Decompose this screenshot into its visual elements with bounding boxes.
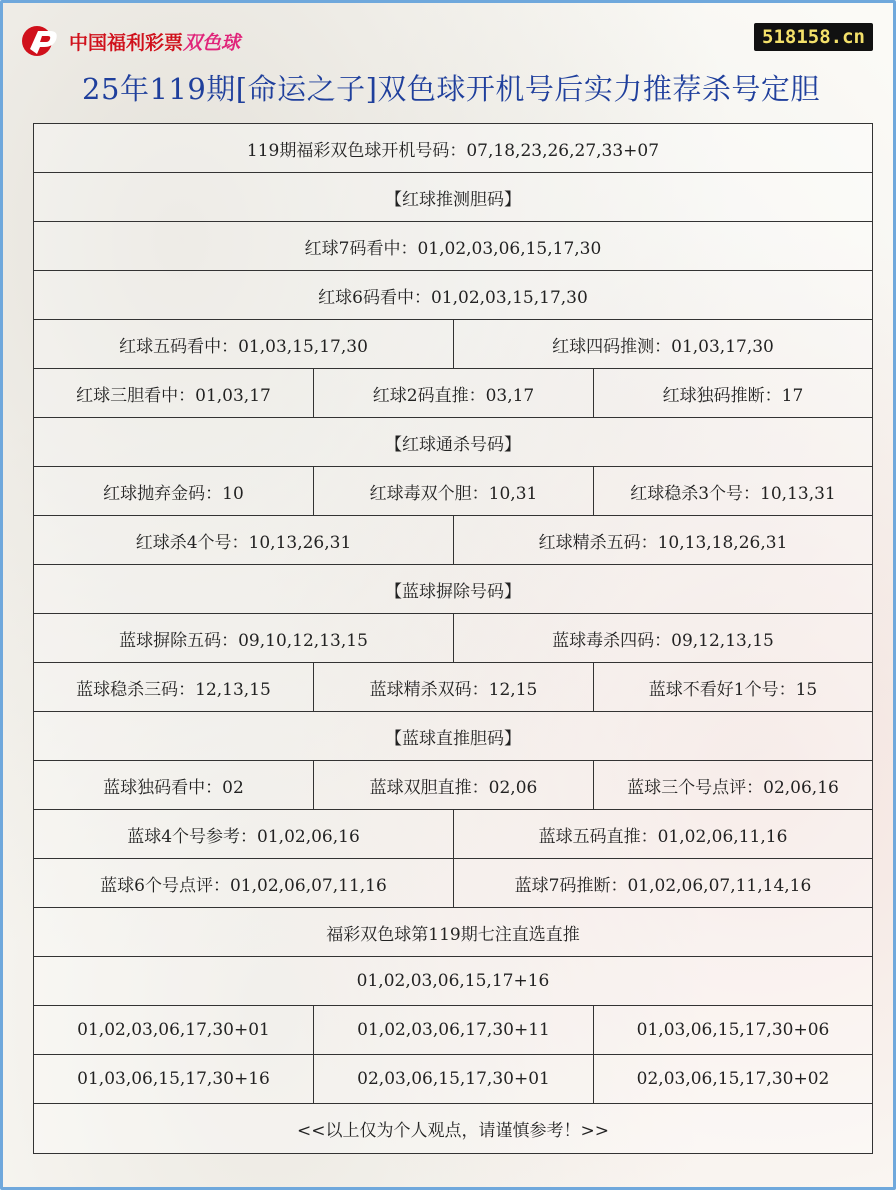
- table-cell: 红球五码看中：01,03,15,17,30: [34, 320, 454, 368]
- table-row: [34, 516, 872, 565]
- table-row: [34, 663, 872, 712]
- table-cell: 红球抛弃金码：10: [34, 467, 314, 515]
- table-cell: 红球精杀五码：10,13,18,26,31: [454, 516, 872, 564]
- table-row: [34, 908, 872, 957]
- table-cell: 01,03,06,15,17,30+06: [594, 1006, 872, 1054]
- table-cell: 蓝球三个号点评：02,06,16: [594, 761, 872, 809]
- table-row: [34, 1055, 872, 1104]
- table-row: [34, 1104, 872, 1153]
- table-cell: 红球7码看中：01,02,03,06,15,17,30: [34, 222, 872, 270]
- table-cell: 蓝球7码推断：01,02,06,07,11,14,16: [454, 859, 872, 907]
- table-row: [34, 761, 872, 810]
- table-row: [34, 124, 872, 173]
- welfare-lottery-logo-icon: [21, 23, 65, 59]
- table-cell: 01,03,06,15,17,30+16: [34, 1055, 314, 1103]
- table-cell: 红球毒双个胆：10,31: [314, 467, 594, 515]
- table-cell: 蓝球精杀双码：12,15: [314, 663, 594, 711]
- table-row: [34, 222, 872, 271]
- lottery-logo: [21, 23, 240, 59]
- table-cell: 蓝球不看好1个号：15: [594, 663, 872, 711]
- table-cell: 蓝球独码看中：02: [34, 761, 314, 809]
- table-cell: 01,02,03,06,17,30+11: [314, 1006, 594, 1054]
- brand-suffix: 双色球: [183, 31, 241, 54]
- table-cell: 蓝球6个号点评：01,02,06,07,11,16: [34, 859, 454, 907]
- table-cell: 蓝球摒除五码：09,10,12,13,15: [34, 614, 454, 662]
- table-row: [34, 614, 872, 663]
- table-row: [34, 859, 872, 908]
- table-cell: 蓝球毒杀四码：09,12,13,15: [454, 614, 872, 662]
- table-cell: 119期福彩双色球开机号码：07,18,23,26,27,33+07: [34, 124, 872, 172]
- table-cell: <<以上仅为个人观点，请谨慎参考！>>: [34, 1104, 872, 1153]
- table-cell: 蓝球双胆直推：02,06: [314, 761, 594, 809]
- table-cell: 红球6码看中：01,02,03,15,17,30: [34, 271, 872, 319]
- table-row: [34, 1006, 872, 1055]
- table-row: [34, 271, 872, 320]
- table-cell: 红球稳杀3个号：10,13,31: [594, 467, 872, 515]
- table-cell: 【红球通杀号码】: [34, 418, 872, 466]
- table-cell: 【蓝球直推胆码】: [34, 712, 872, 760]
- table-cell: 福彩双色球第119期七注直选直推: [34, 908, 872, 956]
- table-cell: 02,03,06,15,17,30+02: [594, 1055, 872, 1103]
- table-row: [34, 173, 872, 222]
- table-row: [34, 810, 872, 859]
- table-cell: 01,02,03,06,15,17+16: [34, 957, 872, 1005]
- table-cell: 红球四码推测：01,03,17,30: [454, 320, 872, 368]
- table-row: [34, 320, 872, 369]
- table-cell: 【红球推测胆码】: [34, 173, 872, 221]
- table-cell: 【蓝球摒除号码】: [34, 565, 872, 613]
- table-row: [34, 467, 872, 516]
- table-cell: 01,02,03,06,17,30+01: [34, 1006, 314, 1054]
- table-cell: 02,03,06,15,17,30+01: [314, 1055, 594, 1103]
- table-row: [34, 369, 872, 418]
- table-row: [34, 712, 872, 761]
- table-cell: 红球三胆看中：01,03,17: [34, 369, 314, 417]
- table-cell: 红球独码推断：17: [594, 369, 872, 417]
- table-cell: 蓝球五码直推：01,02,06,11,16: [454, 810, 872, 858]
- table-cell: 蓝球4个号参考：01,02,06,16: [34, 810, 454, 858]
- brand-text: 中国福利彩票双色球: [69, 31, 241, 54]
- table-row: [34, 957, 872, 1006]
- page-title: 25年119期[命运之子]双色球开机号后实力推荐杀号定胆: [82, 72, 820, 106]
- table-cell: 红球2码直推：03,17: [314, 369, 594, 417]
- table-cell: 红球杀4个号：10,13,26,31: [34, 516, 454, 564]
- prediction-table: [33, 123, 873, 1154]
- table-row: [34, 418, 872, 467]
- table-row: [34, 565, 872, 614]
- site-badge[interactable]: 518158.cn: [754, 23, 873, 51]
- table-cell: 蓝球稳杀三码：12,13,15: [34, 663, 314, 711]
